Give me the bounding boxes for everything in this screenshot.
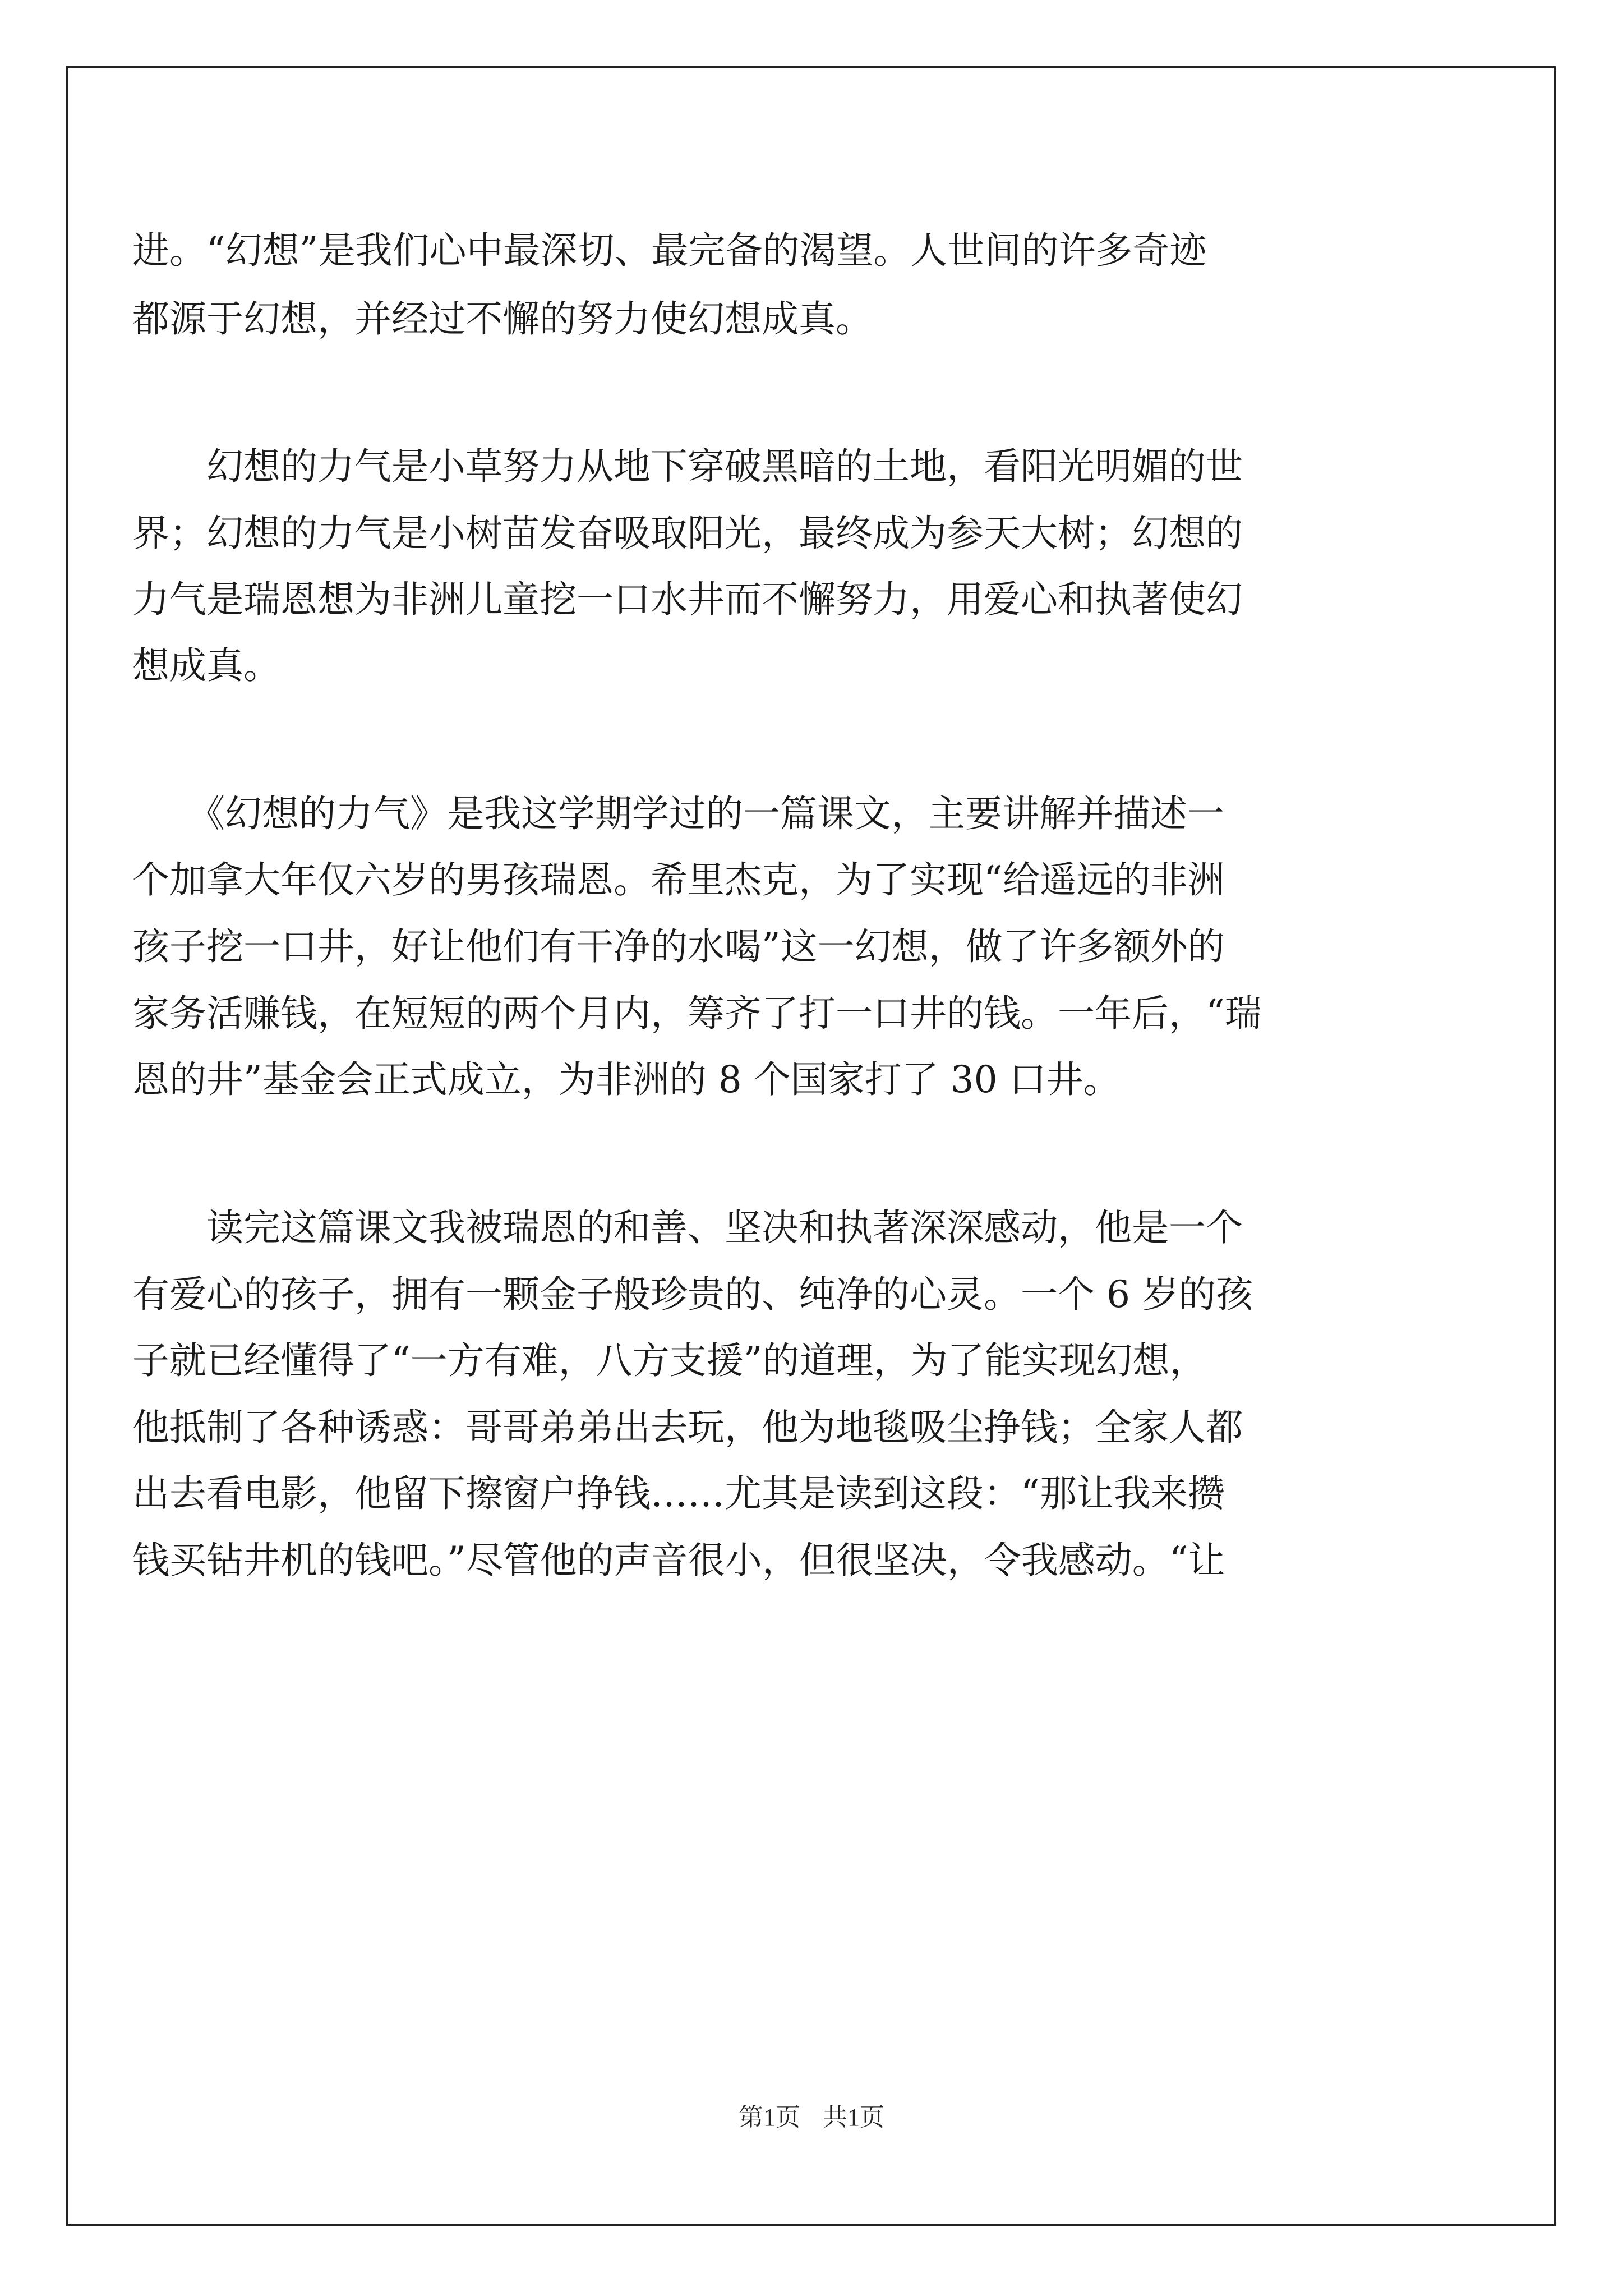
- text-line: 有爱心的孩子，拥有一颗金子般珍贵的、纯净的心灵。一个 6 岁的孩: [132, 1273, 1253, 1316]
- text-line: 都源于幻想，并经过不懈的努力使幻想成真。: [132, 297, 873, 341]
- text-line: 家务活赚钱，在短短的两个月内，筹齐了打一口井的钱。一年后，“瑞: [132, 992, 1262, 1035]
- page-footer: [0, 2097, 1623, 2133]
- text-line: 钱买钻井机的钱吧。”尽管他的声音很小，但很坚决，令我感动。“让: [132, 1539, 1225, 1582]
- text-line: 力气是瑞恩想为非洲儿童挖一口水井而不懈努力，用爱心和执著使幻: [132, 578, 1243, 621]
- page-total: 共1页: [823, 2104, 884, 2131]
- text-line: 恩的井”基金会正式成立，为非洲的 8 个国家打了 30 口井。: [132, 1058, 1121, 1101]
- page-number: 第1页: [739, 2104, 800, 2131]
- text-line: 幻想的力气是小草努力从地下穿破黑暗的土地，看阳光明媚的世: [132, 445, 1243, 488]
- text-line: 界；幻想的力气是小树苗发奋吸取阳光，最终成为参天大树；幻想的: [132, 512, 1243, 555]
- text-line: 个加拿大年仅六岁的男孩瑞恩。希里杰克，为了实现“给遥远的非洲: [132, 858, 1225, 901]
- text-line: 孩子挖一口井，好让他们有干净的水喝”这一幻想，做了许多额外的: [132, 925, 1225, 968]
- text-line: 他抵制了各种诱惑：哥哥弟弟出去玩，他为地毯吸尘挣钱；全家人都: [132, 1406, 1243, 1449]
- text-line: 出去看电影，他留下擦窗户挣钱……尤其是读到这段：“那让我来攒: [132, 1472, 1225, 1515]
- text-line: 子就已经懂得了“一方有难，八方支援”的道理，为了能实现幻想，: [132, 1339, 1207, 1382]
- text-line: 想成真。: [132, 644, 280, 687]
- text-line: 《幻想的力气》是我这学期学过的一篇课文，主要讲解并描述一: [132, 792, 1224, 835]
- page-border: [66, 66, 1556, 2226]
- text-line: 进。“幻想”是我们心中最深切、最完备的渴望。人世间的许多奇迹: [132, 229, 1207, 272]
- text-line: 读完这篇课文我被瑞恩的和善、坚决和执著深深感动，他是一个: [132, 1206, 1243, 1249]
